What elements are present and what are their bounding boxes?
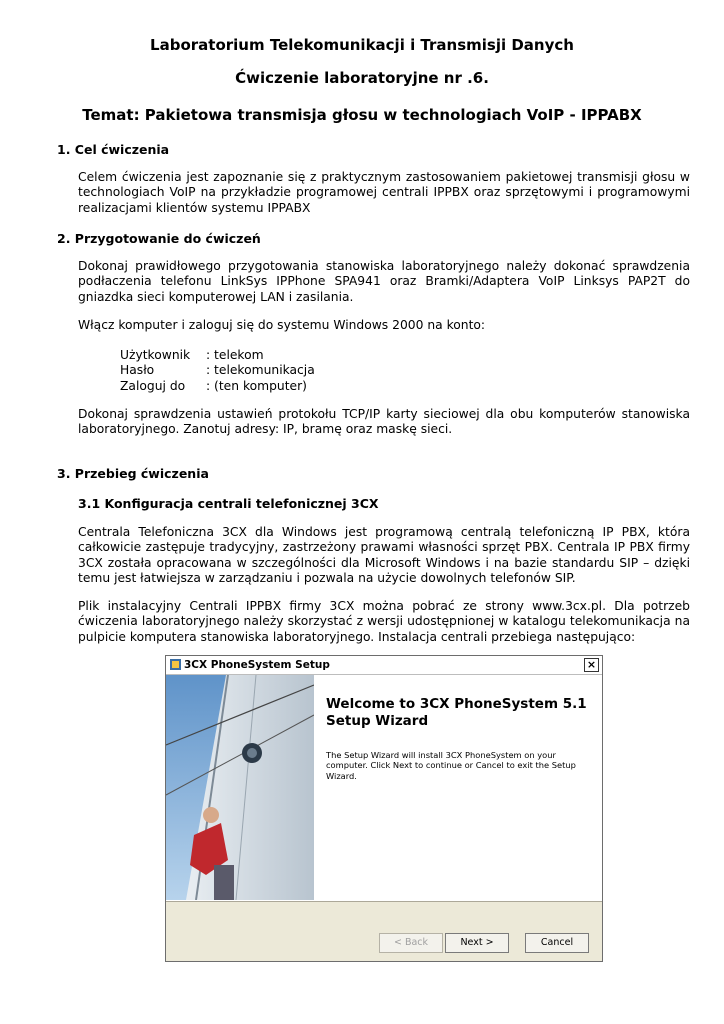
credentials-list (120, 348, 315, 394)
credential-row (120, 379, 315, 394)
back-button[interactable]: < Back (379, 933, 443, 953)
credential-key: Zaloguj do (120, 378, 186, 393)
section-1-paragraph: Celem ćwiczenia jest zapoznanie się z praktycznym zastosowaniem pakietowej transmisji głosu w technologiach VoIP na przykładzie programowej centrali IPPBX oraz sprzętowymi i programowymi realizacjami klientów systemu IPPABX (78, 170, 690, 215)
section-2-paragraph-3: Dokonaj sprawdzenia ustawień protokołu TCP/IP karty sieciowej dla obu komputerów stanowiska laboratoryjnego. Zanotuj adresy: IP, bramę oraz maskę sieci. (78, 407, 690, 437)
credential-row (120, 348, 315, 363)
section-3-paragraph-2: Plik instalacyjny Centrali IPPBX firmy 3CX można pobrać ze strony www.3cx.pl. Dla potrzeb ćwiczenia laboratoryjnego należy skorzystać z wersji udostępnionej w katalogu telekomunikacja na pulpicie komputera stanowiska laboratoryjnego. Instalacja centrali przebiega następująco: (78, 599, 690, 644)
section-1-heading: 1. Cel ćwiczenia (57, 142, 170, 157)
credential-value: : (ten komputer) (206, 378, 307, 393)
setup-wizard-window (165, 655, 603, 962)
credential-value: : telekom (206, 348, 264, 362)
window-title: 3CX PhoneSystem Setup (184, 659, 330, 671)
wizard-heading: Welcome to 3CX PhoneSystem 5.1 Setup Wizard (326, 696, 587, 729)
cancel-button[interactable]: Cancel (525, 933, 589, 953)
exercise-title: Ćwiczenie laboratoryjne nr .6. (235, 69, 489, 87)
credential-value: : telekomunikacja (206, 363, 315, 378)
window-titlebar (166, 656, 602, 675)
next-button[interactable]: Next > (445, 933, 509, 953)
document-title: Laboratorium Telekomunikacji i Transmisji Danych (150, 36, 574, 54)
sailing-photo (166, 675, 314, 900)
button-bar (166, 901, 602, 962)
section-3-paragraph-1: Centrala Telefoniczna 3CX dla Windows jest programową centralą telefoniczną IP PBX, która całkowicie zastępuje tradycyjny, zastrzeżony prawami własności sprzęt PBX. Centrala IP PBX firmy 3CX została opracowana w szczególności dla Microsoft Windows i na bazie standardu SIP – dzięki temu jest łatwiejsza w zarządzaniu i pozwala na użycie dowolnych telefonów SIP. (78, 525, 690, 585)
close-button[interactable]: × (584, 658, 599, 672)
section-2-heading: 2. Przygotowanie do ćwiczeń (57, 231, 261, 246)
subsection-3-1-heading: 3.1 Konfiguracja centrali telefonicznej 3CX (78, 496, 379, 511)
section-3-heading: 3. Przebieg ćwiczenia (57, 466, 209, 481)
credential-key: Hasło (120, 363, 155, 378)
credential-row (120, 363, 315, 378)
wizard-description: The Setup Wizard will install 3CX PhoneSystem on your computer. Click Next to continue or Cancel to exit the Setup Wizard. (326, 750, 576, 781)
section-2-paragraph-1: Dokonaj prawidłowego przygotowania stanowiska laboratoryjnego należy dokonać sprawdzenia podłaczenia telefonu LinkSys IPPhone SPA941 oraz Bramki/Adaptera VoIP Linksys PAP2T do gniazdka sieci komputerowej LAN i zasilania. (78, 259, 690, 304)
credential-key: Użytkownik (120, 348, 191, 362)
section-2-paragraph-2: Włącz komputer i zaloguj się do systemu Windows 2000 na konto: (78, 318, 486, 332)
topic-title: Temat: Pakietowa transmisja głosu w technologiach VoIP - IPPABX (82, 106, 642, 124)
app-icon (170, 659, 181, 670)
